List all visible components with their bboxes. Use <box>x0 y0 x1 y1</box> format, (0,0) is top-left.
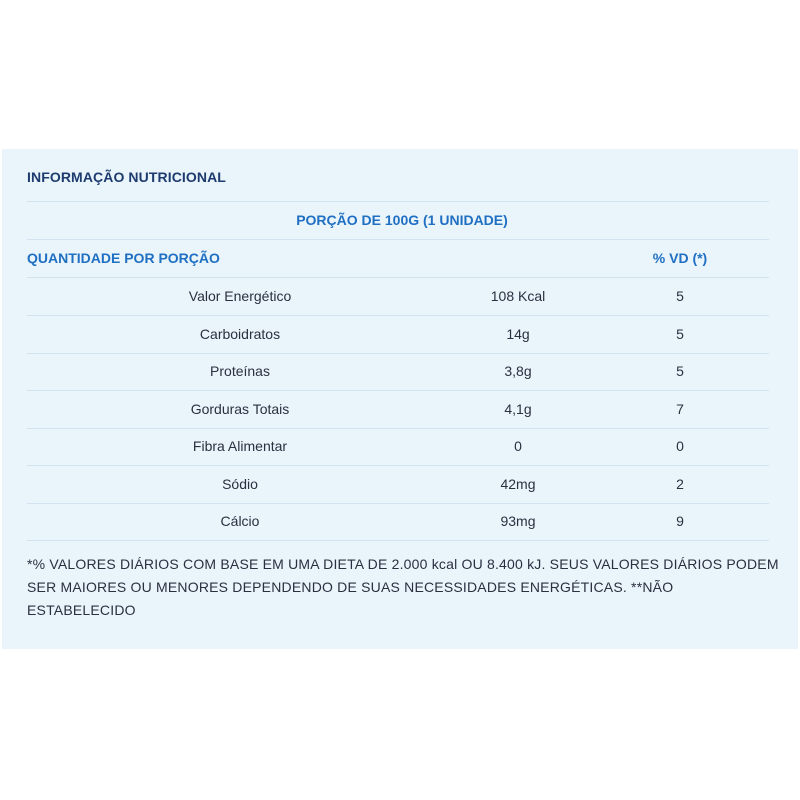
nutrient-amount: 4,1g <box>504 401 532 417</box>
nutrient-vd: 7 <box>676 401 684 417</box>
nutrient-vd: 5 <box>676 363 684 379</box>
table-row <box>27 391 769 429</box>
portion-divider <box>27 239 769 240</box>
quantity-header: QUANTIDADE POR PORÇÃO <box>27 250 220 266</box>
nutrient-name: Gorduras Totais <box>190 401 290 417</box>
nutrient-name: Sódio <box>222 476 258 492</box>
table-row <box>27 466 769 504</box>
nutrient-name: Carboidratos <box>199 326 281 342</box>
nutrient-amount: 108 Kcal <box>490 288 546 304</box>
table-row <box>27 428 769 466</box>
table-row <box>27 316 769 354</box>
nutrient-vd: 5 <box>676 326 684 342</box>
table-row <box>27 503 769 541</box>
table-row <box>27 278 769 316</box>
nutrient-name: Fibra Alimentar <box>192 438 288 454</box>
nutrient-vd: 0 <box>676 438 684 454</box>
nutrient-vd: 2 <box>676 476 684 492</box>
nutrient-amount: 3,8g <box>504 363 532 379</box>
nutrition-title: INFORMAÇÃO NUTRICIONAL <box>27 169 226 185</box>
title-divider <box>27 201 769 202</box>
nutrient-vd: 5 <box>676 288 684 304</box>
table-row <box>27 353 769 391</box>
nutrient-amount: 14g <box>506 326 530 342</box>
vd-header: % VD (*) <box>652 250 708 266</box>
nutrient-amount: 42mg <box>500 476 536 492</box>
nutrient-name: Proteínas <box>210 363 270 379</box>
nutrient-amount: 93mg <box>500 513 536 529</box>
nutrient-vd: 9 <box>676 513 684 529</box>
nutrient-amount: 0 <box>514 438 522 454</box>
nutrient-name: Cálcio <box>220 513 260 529</box>
footnote: *% VALORES DIÁRIOS COM BASE EM UMA DIETA DE 2.000 kcal OU 8.400 kJ. SEUS VALORES DIÁRIOS PODEM SER MAIORES OU MENORES DEPENDENDO DE SUAS NECESSIDADES ENERGÉTICAS. **NÃO ESTABELECIDO <box>27 556 779 618</box>
portion-size: PORÇÃO DE 100G (1 UNIDADE) <box>296 212 508 228</box>
nutrition-panel <box>2 149 798 649</box>
nutrient-name: Valor Energético <box>188 288 292 304</box>
